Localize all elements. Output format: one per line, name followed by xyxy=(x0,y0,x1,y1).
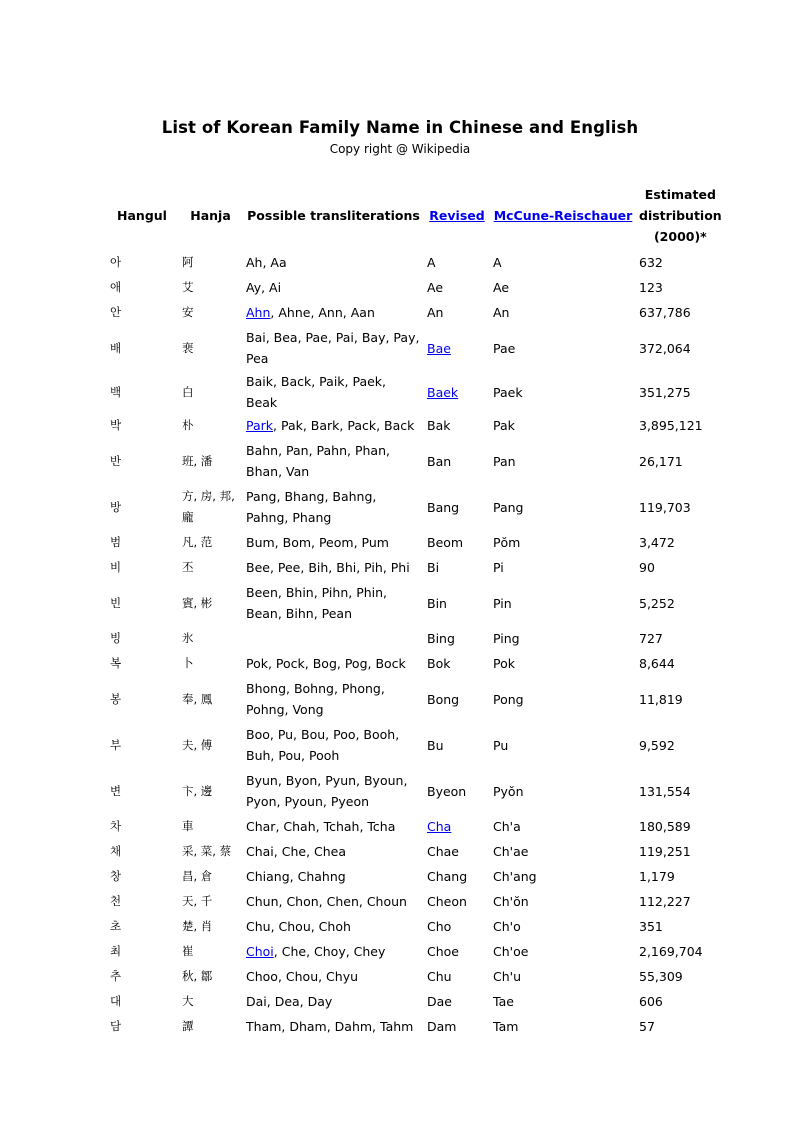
hanja-cell: 卜 xyxy=(182,656,194,670)
hanja-cell: 大 xyxy=(182,994,194,1008)
revised-cell xyxy=(424,325,490,371)
hanja-cell: 凡, 范 xyxy=(182,535,213,549)
mccune-reischauer-cell: Ch'ŏn xyxy=(493,894,529,909)
transliterations-cell xyxy=(243,939,424,964)
distribution-cell: 119,703 xyxy=(639,499,691,515)
hangul-cell: 봉 xyxy=(110,691,122,706)
hanja-cell: 艾 xyxy=(182,280,194,294)
header-distribution-line3: (2000)* xyxy=(653,228,707,244)
mccune-reischauer-cell: Pŏm xyxy=(493,535,521,550)
table-row xyxy=(106,580,725,626)
transliterations-text: , Ahne, Ann, Aan xyxy=(270,305,375,320)
transliterations-cell xyxy=(243,814,424,839)
hangul-cell: 대 xyxy=(110,994,122,1008)
header-transliterations: Possible transliterations xyxy=(247,207,420,223)
distribution-cell: 351 xyxy=(639,919,663,934)
table-row xyxy=(106,484,725,530)
distribution-cell: 3,472 xyxy=(639,535,675,550)
revised-cell: Bak xyxy=(427,418,451,433)
transliterations-text: Bee, Pee, Bih, Bhi, Pih, Phi xyxy=(246,560,410,575)
mccune-reischauer-cell: Pong xyxy=(493,691,524,707)
table-row xyxy=(106,250,725,275)
distribution-cell: 606 xyxy=(639,994,663,1009)
revised-cell: Bu xyxy=(427,737,444,753)
transliterations-cell xyxy=(243,371,424,413)
revised-cell: Bing xyxy=(427,631,455,646)
hangul-cell: 백 xyxy=(110,384,122,399)
mccune-reischauer-cell: Pak xyxy=(493,418,515,433)
transliterations-text: Bai, Bea, Pae, Pai, Bay, Pay, Pea xyxy=(246,330,420,366)
mccune-reischauer-cell: Ch'o xyxy=(493,919,521,934)
hangul-cell: 범 xyxy=(110,535,122,549)
transliterations-text: Chun, Chon, Chen, Choun xyxy=(246,894,407,909)
mccune-reischauer-cell: Ch'u xyxy=(493,969,522,984)
distribution-cell: 637,786 xyxy=(639,305,691,320)
transliterations-cell xyxy=(243,768,424,814)
mccune-reischauer-cell: Tae xyxy=(493,994,514,1009)
hangul-cell: 복 xyxy=(110,656,122,670)
distribution-cell: 8,644 xyxy=(639,656,675,671)
transliterations-cell xyxy=(243,413,424,438)
table-row xyxy=(106,325,725,371)
distribution-cell: 1,179 xyxy=(639,869,675,884)
mccune-reischauer-cell: An xyxy=(493,305,510,320)
transliterations-cell xyxy=(243,1014,424,1039)
hanja-cell: 奉, 鳳 xyxy=(182,691,213,706)
header-hangul: Hangul xyxy=(117,207,167,223)
distribution-cell: 11,819 xyxy=(639,691,683,707)
distribution-cell: 351,275 xyxy=(639,384,691,400)
distribution-cell: 9,592 xyxy=(639,737,675,753)
mccune-reischauer-cell: A xyxy=(493,255,502,270)
hanja-cell: 朴 xyxy=(182,418,194,432)
table-row xyxy=(106,413,725,438)
header-distribution xyxy=(636,180,725,250)
revised-romanization-link[interactable]: Cha xyxy=(427,819,452,834)
hanja-cell: 采, 菜, 蔡 xyxy=(182,844,232,858)
transliterations-cell xyxy=(243,275,424,300)
transliterations-cell xyxy=(243,964,424,989)
mccune-reischauer-cell: Pu xyxy=(493,737,509,753)
transliterations-text: Chai, Che, Chea xyxy=(246,844,347,859)
transliterations-cell xyxy=(243,839,424,864)
mccune-reischauer-cell: Paek xyxy=(493,384,523,400)
table-row xyxy=(106,864,725,889)
header-distribution-line1: Estimated xyxy=(644,186,716,202)
revised-romanization-link[interactable]: Bae xyxy=(427,340,451,356)
transliterations-text: , Pak, Bark, Pack, Back xyxy=(273,418,415,433)
transliterations-cell xyxy=(243,889,424,914)
distribution-cell: 131,554 xyxy=(639,783,691,799)
table-row xyxy=(106,626,725,651)
table-row xyxy=(106,814,725,839)
mccune-reischauer-cell: Pan xyxy=(493,453,516,469)
transliterations-cell xyxy=(243,300,424,325)
hangul-cell: 배 xyxy=(110,340,122,355)
transliterations-text: Chiang, Chahng xyxy=(246,869,346,884)
table-row xyxy=(106,722,725,768)
hanja-cell: 方, 房, 邦, 龐 xyxy=(182,489,235,524)
hangul-cell: 최 xyxy=(110,944,122,958)
mccune-reischauer-cell: Tam xyxy=(493,1019,519,1034)
surname-link[interactable]: Ahn xyxy=(246,305,271,320)
hanja-cell: 昌, 倉 xyxy=(182,869,213,883)
transliterations-text: Choo, Chou, Chyu xyxy=(246,969,359,984)
hanja-cell: 夫, 傅 xyxy=(182,737,213,752)
transliterations-cell xyxy=(243,722,424,768)
transliterations-cell xyxy=(243,438,424,484)
hanja-cell: 車 xyxy=(182,819,194,833)
mccune-reischauer-cell: Pang xyxy=(493,499,524,515)
hanja-cell: 阿 xyxy=(182,255,194,269)
distribution-cell: 632 xyxy=(639,255,663,270)
revised-cell: Beom xyxy=(427,535,464,550)
hanja-cell: 賓, 彬 xyxy=(182,595,213,610)
hangul-cell: 안 xyxy=(110,305,122,319)
revised-cell xyxy=(424,814,490,839)
table-row xyxy=(106,530,725,555)
revised-cell: Dae xyxy=(427,994,452,1009)
table-row xyxy=(106,914,725,939)
hanja-cell: 裵 xyxy=(182,340,194,355)
distribution-cell: 90 xyxy=(639,560,655,575)
hangul-cell: 채 xyxy=(110,844,122,858)
header-distribution-line2: distribution xyxy=(639,207,722,223)
transliterations-cell xyxy=(243,555,424,580)
hanja-cell: 白 xyxy=(182,384,194,399)
hanja-cell: 氷 xyxy=(182,631,194,645)
mccune-reischauer-cell: Ae xyxy=(493,280,510,295)
transliterations-cell xyxy=(243,325,424,371)
hanja-cell: 安 xyxy=(182,305,194,319)
revised-cell: Bok xyxy=(427,656,451,671)
transliterations-text: Boo, Pu, Bou, Poo, Booh, Buh, Pou, Pooh xyxy=(246,727,400,763)
revised-cell: Bin xyxy=(427,595,447,611)
hangul-cell: 빈 xyxy=(110,595,122,610)
hangul-cell: 변 xyxy=(110,783,122,798)
transliterations-cell xyxy=(243,651,424,676)
distribution-cell: 55,309 xyxy=(639,969,683,984)
revised-cell: Chae xyxy=(427,844,460,859)
hangul-cell: 박 xyxy=(110,418,122,432)
distribution-cell: 5,252 xyxy=(639,595,675,611)
hangul-cell: 부 xyxy=(110,737,122,752)
hangul-cell: 반 xyxy=(110,453,122,468)
hanja-cell: 楚, 肖 xyxy=(182,919,213,933)
hangul-cell: 차 xyxy=(110,819,122,833)
revised-cell: Dam xyxy=(427,1019,457,1034)
hangul-cell: 추 xyxy=(110,969,122,983)
table-row xyxy=(106,555,725,580)
mccune-reischauer-cell: Ch'a xyxy=(493,819,521,834)
table-row xyxy=(106,939,725,964)
revised-cell: A xyxy=(427,255,436,270)
mccune-reischauer-cell: Pok xyxy=(493,656,515,671)
revised-cell: An xyxy=(427,305,444,320)
surname-link[interactable]: Choi xyxy=(246,944,274,959)
hangul-cell: 비 xyxy=(110,560,122,574)
transliterations-text: Bum, Bom, Peom, Pum xyxy=(246,535,389,550)
revised-cell: Chang xyxy=(427,869,468,884)
transliterations-cell xyxy=(243,914,424,939)
revised-cell: Ae xyxy=(427,280,444,295)
transliterations-cell xyxy=(243,250,424,275)
table-row xyxy=(106,300,725,325)
mccune-reischauer-cell: Ch'ae xyxy=(493,844,529,859)
distribution-cell: 180,589 xyxy=(639,819,691,834)
hanja-cell: 丕 xyxy=(182,560,194,574)
distribution-cell: 123 xyxy=(639,280,663,295)
transliterations-text: Bhong, Bohng, Phong, Pohng, Vong xyxy=(246,681,385,717)
surname-link[interactable]: Park xyxy=(246,418,274,433)
hanja-cell: 班, 潘 xyxy=(182,453,213,468)
header-revised xyxy=(424,180,490,250)
header-hanja: Hanja xyxy=(190,207,231,223)
hangul-cell: 창 xyxy=(110,869,122,883)
table-row xyxy=(106,651,725,676)
distribution-cell: 2,169,704 xyxy=(639,944,703,959)
transliterations-text: Byun, Byon, Pyun, Byoun, Pyon, Pyoun, Pyeon xyxy=(246,773,408,809)
transliterations-text: Dai, Dea, Day xyxy=(246,994,333,1009)
transliterations-cell xyxy=(243,580,424,626)
table-row xyxy=(106,989,725,1014)
transliterations-text: Char, Chah, Tchah, Tcha xyxy=(246,819,396,834)
revised-cell: Bong xyxy=(427,691,460,707)
distribution-cell: 727 xyxy=(639,631,663,646)
distribution-cell: 26,171 xyxy=(639,453,683,469)
transliterations-text: Baik, Back, Paik, Paek, Beak xyxy=(246,374,387,410)
distribution-cell: 3,895,121 xyxy=(639,418,703,433)
transliterations-cell xyxy=(243,484,424,530)
distribution-cell: 372,064 xyxy=(639,340,691,356)
revised-cell: Cho xyxy=(427,919,452,934)
revised-cell: Chu xyxy=(427,969,452,984)
table-row xyxy=(106,839,725,864)
hangul-cell: 빙 xyxy=(110,631,122,645)
distribution-cell: 112,227 xyxy=(639,894,691,909)
revised-cell: Choe xyxy=(427,944,459,959)
hangul-cell: 담 xyxy=(110,1019,122,1033)
hangul-cell: 천 xyxy=(110,894,122,908)
revised-cell: Bi xyxy=(427,560,440,575)
mccune-reischauer-cell: Ch'ang xyxy=(493,869,537,884)
transliterations-cell xyxy=(243,626,424,651)
transliterations-text: Chu, Chou, Choh xyxy=(246,919,351,934)
table-row xyxy=(106,438,725,484)
hangul-cell: 아 xyxy=(110,255,122,269)
hanja-cell: 天, 千 xyxy=(182,894,213,908)
hanja-cell: 譚 xyxy=(182,1019,194,1033)
revised-cell: Ban xyxy=(427,453,452,469)
transliterations-text: Ah, Aa xyxy=(246,255,287,270)
transliterations-text: Been, Bhin, Pihn, Phin, Bean, Bihn, Pean xyxy=(246,585,388,621)
transliterations-text: Ay, Ai xyxy=(246,280,282,295)
mccune-reischauer-cell: Pin xyxy=(493,595,512,611)
revised-romanization-link[interactable]: Baek xyxy=(427,384,459,400)
revised-link[interactable]: Revised xyxy=(429,207,485,223)
hangul-cell: 방 xyxy=(110,499,122,514)
transliterations-text: Pok, Pock, Bog, Pog, Bock xyxy=(246,656,406,671)
table-row xyxy=(106,371,725,413)
hanja-cell: 秋, 鄒 xyxy=(182,969,213,983)
hangul-cell: 초 xyxy=(110,919,122,933)
table-header-row xyxy=(106,180,725,250)
hanja-cell: 崔 xyxy=(182,944,194,958)
table-body xyxy=(106,250,725,1039)
table-row xyxy=(106,1014,725,1039)
mccune-reischauer-cell: Pyŏn xyxy=(493,783,524,799)
revised-cell: Cheon xyxy=(427,894,467,909)
mccune-reischauer-cell: Ping xyxy=(493,631,520,646)
distribution-cell: 119,251 xyxy=(639,844,691,859)
table-row xyxy=(106,676,725,722)
transliterations-cell xyxy=(243,676,424,722)
transliterations-cell xyxy=(243,864,424,889)
mccune-reischauer-cell: Pi xyxy=(493,560,504,575)
transliterations-text: Bahn, Pan, Pahn, Phan, Bhan, Van xyxy=(246,443,390,479)
transliterations-text: Tham, Dham, Dahm, Tahm xyxy=(246,1019,414,1034)
hangul-cell: 애 xyxy=(110,280,122,294)
table-row xyxy=(106,964,725,989)
copyright-note: Copy right @ Wikipedia xyxy=(329,142,471,156)
transliterations-text: Pang, Bhang, Bahng, Pahng, Phang xyxy=(246,489,377,525)
hanja-cell: 卞, 邊 xyxy=(182,783,213,798)
table-row xyxy=(106,768,725,814)
revised-cell: Byeon xyxy=(427,783,467,799)
transliterations-text: , Che, Choy, Chey xyxy=(273,944,386,959)
mccune-reischauer-link[interactable]: McCune-Reischauer xyxy=(493,207,633,223)
surname-table xyxy=(106,180,725,1039)
table-row xyxy=(106,275,725,300)
revised-cell xyxy=(424,371,490,413)
header-mccune-reischauer xyxy=(490,180,636,250)
revised-cell: Bang xyxy=(427,499,460,515)
table-row xyxy=(106,889,725,914)
transliterations-cell xyxy=(243,989,424,1014)
transliterations-cell xyxy=(243,530,424,555)
mccune-reischauer-cell: Pae xyxy=(493,340,516,356)
distribution-cell: 57 xyxy=(639,1019,655,1034)
page-title: List of Korean Family Name in Chinese and English xyxy=(161,118,639,137)
mccune-reischauer-cell: Ch'oe xyxy=(493,944,529,959)
